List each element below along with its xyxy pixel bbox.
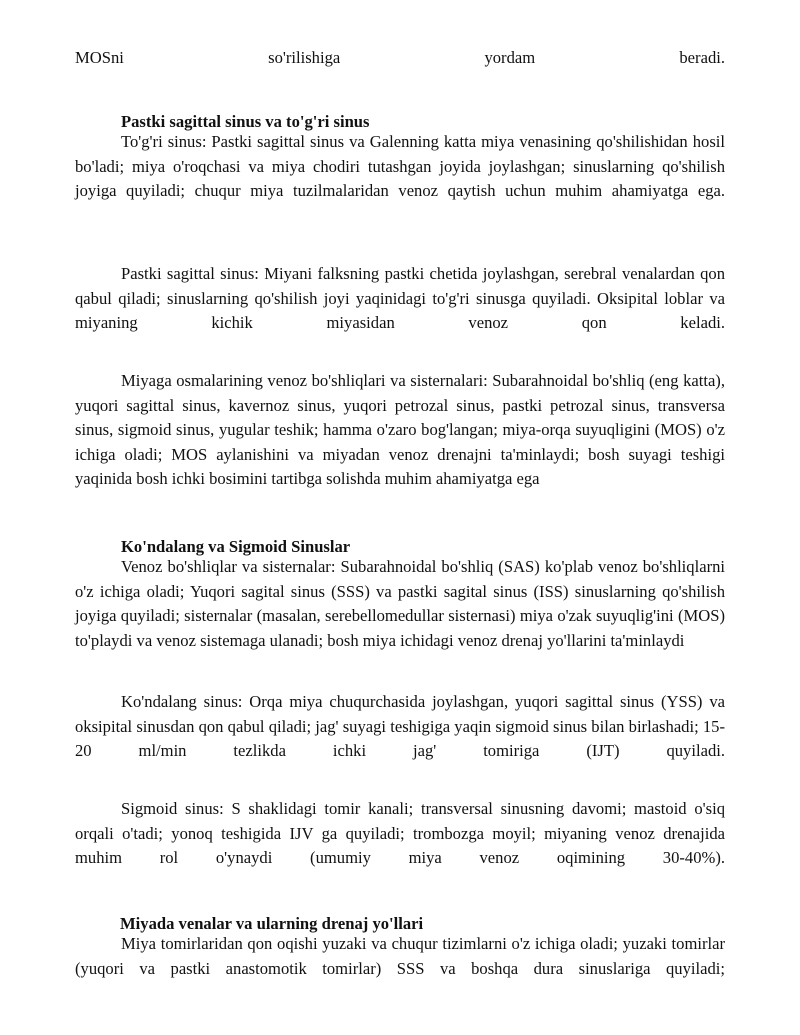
- paragraph-venous-spaces-sas: Venoz bo'shliqlar va sisternalar: Subarahnoidal bo'shliq (SAS) ko'plab venoz bo'shliqlarni o'z ichiga oladi; Yuqori sagital sinus (SSS) va pastki sagital sinus (ISS) sinuslarning qo'shilish joyiga quyiladi; sisternalar (masalan, serebellomedullar sisternasi) miya o'zak suyuqlig'ini (MOS) to'playdi va venoz sistemaga ulanadi; bosh miya ichidagi venoz drenaj yo'llarini ta'minlaydi: [75, 557, 725, 650]
- section-heading-sagittal-straight: Pastki sagittal sinus va to'g'ri sinus: [121, 112, 370, 131]
- paragraph-transverse-sinus: Ko'ndalang sinus: Orqa miya chuqurchasida joylashgan, yuqori sagittal sinus (YSS) va oksipital sinusdan qon qabul qiladi; jag' suyagi teshigiga yaqin sigmoid sinus bilan birlashadi; 15-20 ml/min tezlikda ichki jag' tomiriga (IJT) quyiladi.: [75, 692, 725, 761]
- paragraph-straight-sinus: To'g'ri sinus: Pastki sagittal sinus va Galenning katta miya venasining qo'shilishidan hosil bo'ladi; miya o'roqchasi va miya chodiri tutashgan joyida joylashgan; sinuslarning qo'shilish joyiga quyiladi; chuqur miya tuzilmalaridan venoz qaytish uchun muhim ahamiyatga ega.: [75, 132, 725, 201]
- paragraph-sigmoid-sinus: Sigmoid sinus: S shaklidagi tomir kanali; transversal sinusning davomi; mastoid o'siq orqali o'tadi; yonoq teshigida IJV ga quyiladi; trombozga moyil; miyaning venoz drenajida muhim rol o'ynaydi (umumiy miya venoz oqimining 30-40%).: [75, 799, 725, 868]
- paragraph-cerebral-venous-drainage: Miya tomirlaridan qon oqishi yuzaki va chuqur tizimlarni o'z ichiga oladi; yuzaki tomirlar (yuqori va pastki anastomotik tomirlar) SSS va boshqa dura sinuslariga quyiladi;: [75, 934, 725, 978]
- section-heading-transverse-sigmoid: Ko'ndalang va Sigmoid Sinuslar: [121, 537, 351, 556]
- paragraph-venous-spaces-cisterns: Miyaga osmalarining venoz bo'shliqlari va sisternalari: Subarahnoidal bo'shliq (eng katta), yuqori sagittal sinus, kavernoz sinus, yuqori petrozal sinus, pastki petrozal sinus, transversa sinus, sigmoid sinus, yugular teshik; hamma o'zaro bog'langan; miya-orqa suyuqligini (MOS) o'z ichiga oladi; MOS aylanishini va miyadan venoz drenajni ta'minlaydi; bosh suyagi teshigi yaqinida bosh ichki bosimini tartibga solishda muhim ahamiyatga ega: [75, 371, 725, 489]
- section-heading-cerebral-veins: Miyada venalar va ularning drenaj yo'llari: [120, 914, 424, 933]
- paragraph-continuation: MOSni so'rilishiga yordam beradi.: [75, 48, 725, 67]
- paragraph-inferior-sagittal-sinus: Pastki sagittal sinus: Miyani falksning pastki chetida joylashgan, serebral venalardan qon qabul qiladi; sinuslarning qo'shilish joyi yaqinidagi to'g'ri sinusga quyiladi. Oksipital loblar va miyaning kichik miyasidan venoz qon keladi.: [75, 264, 725, 333]
